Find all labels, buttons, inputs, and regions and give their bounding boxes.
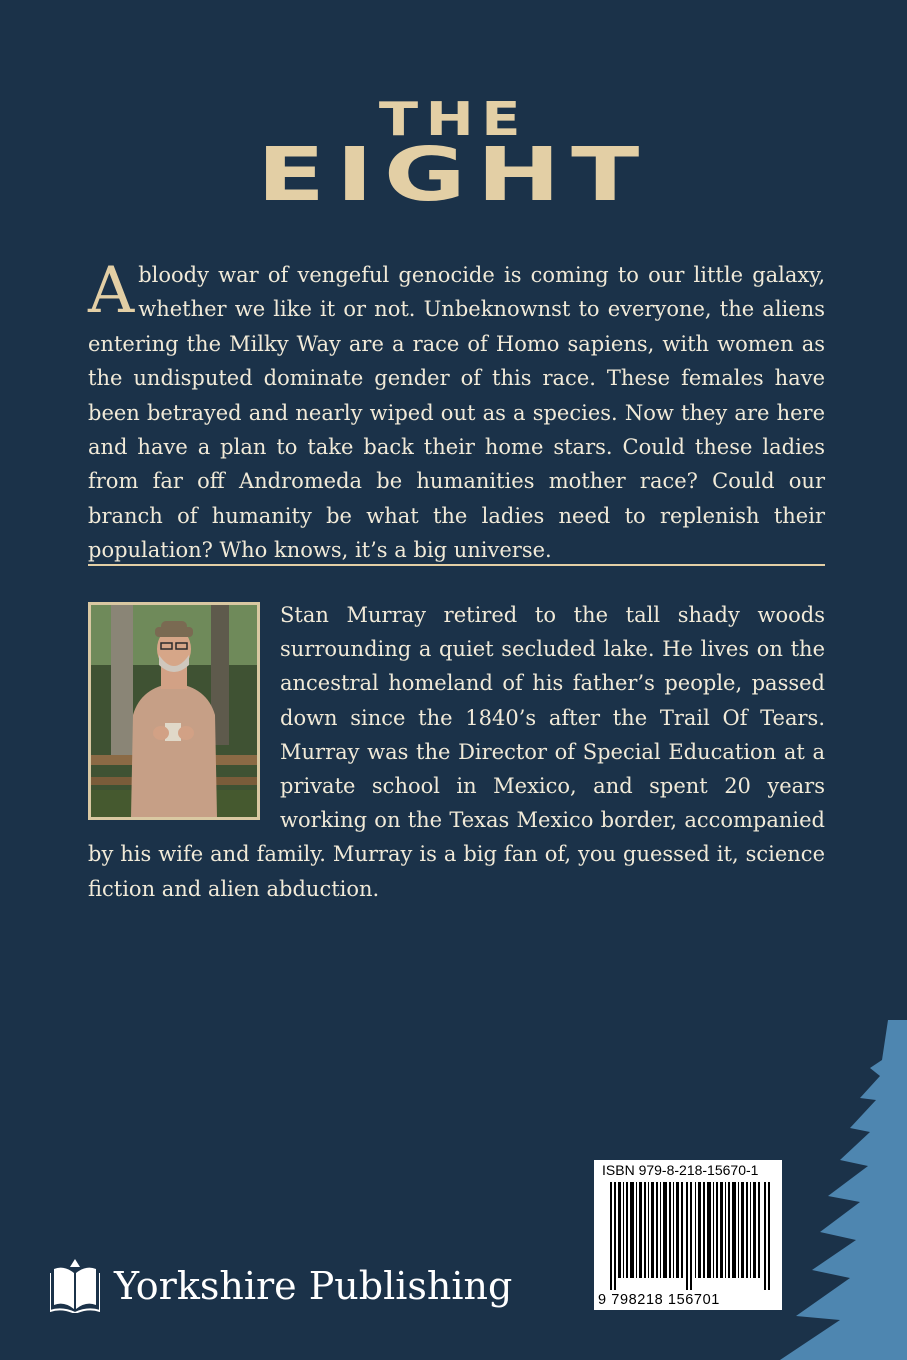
blurb-text: bloody war of vengeful genocide is coming to our little galaxy, whether we like it or not. Unbeknownst to everyone, the aliens entering the Milky Way are a race of Homo sapiens, with women as the undisputed dominate gender of this race. These females have been betrayed and nearly wiped out as a species. Now they are here and have a plan to take back their home stars. Could these ladies from far off Andromeda be humanities mother race? Could our branch of humanity be what the ladies need to replenish their population? Who knows, it’s a big universe. <box>88 263 825 563</box>
author-photo-image <box>91 605 257 817</box>
title-line-eight: EIGHT <box>256 132 651 218</box>
divider <box>88 564 825 566</box>
author-photo <box>88 602 260 820</box>
dropcap: A <box>88 254 135 328</box>
author-bio-text: Stan Murray retired to the tall shady woods surrounding a quiet secluded lake. He lives on the ancestral homeland of his father’s people, passed down since the 1840’s after the Trail Of Tears. Murray was the Director of Special Education at a private school in Mexico, and spent 20 years working on the Texas Mexico border, accompanied by his wife and family. Murray is a big fan of, you guessed it, science fiction and alien abduction. <box>88 603 825 901</box>
publisher-logo <box>50 1256 512 1316</box>
open-book-icon <box>50 1259 100 1313</box>
isbn-barcode <box>594 1160 782 1310</box>
barcode-bars <box>610 1182 770 1290</box>
isbn-label: ISBN 979-8-218-15670-1 <box>602 1162 759 1178</box>
isbn-digits: 9 798218 156701 <box>598 1292 720 1308</box>
title-line-the: THE <box>378 92 529 146</box>
book-blurb <box>88 254 825 568</box>
publisher-name: Yorkshire Publishing <box>114 1264 513 1308</box>
